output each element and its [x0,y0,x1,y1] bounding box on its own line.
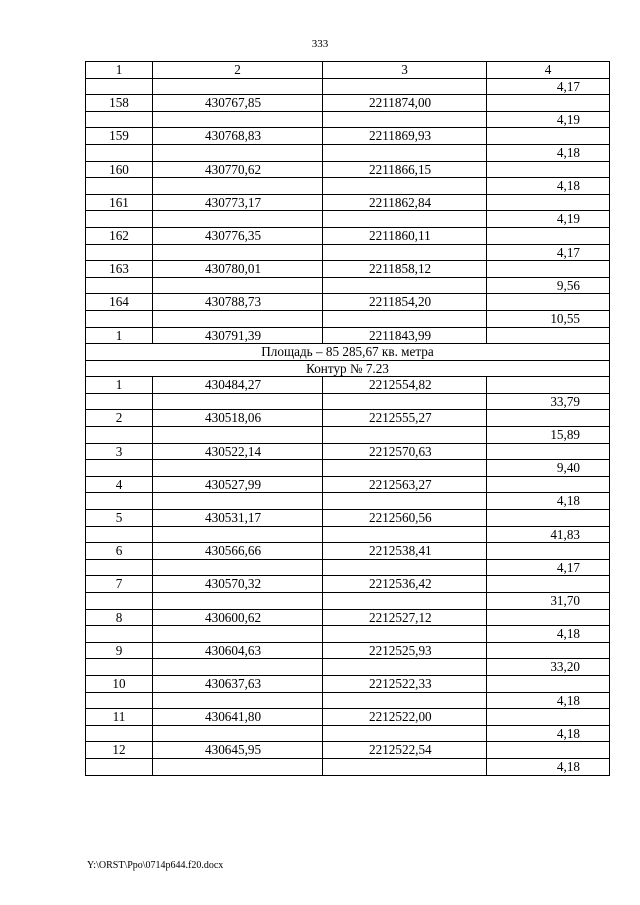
distance-cell: 4,18 [487,725,610,742]
x-coordinate-cell [153,725,323,742]
point-number-cell [86,144,153,161]
distance-cell [487,510,610,527]
distance-row [86,244,610,261]
distance-cell: 10,55 [487,310,610,327]
y-coordinate-cell [323,593,487,610]
distance-cell [487,675,610,692]
y-coordinate-cell [323,277,487,294]
x-coordinate-cell: 430791,39 [153,327,323,344]
point-number-cell [86,178,153,195]
distance-row [86,277,610,294]
x-coordinate-cell [153,559,323,576]
distance-row [86,211,610,228]
point-number-cell [86,659,153,676]
y-coordinate-cell: 2212538,41 [323,543,487,560]
x-coordinate-cell: 430570,32 [153,576,323,593]
point-number-cell: 3 [86,443,153,460]
y-coordinate-cell [323,526,487,543]
distance-row [86,526,610,543]
column-header-3: 3 [323,62,487,79]
distance-cell: 15,89 [487,427,610,444]
point-row [86,161,610,178]
distance-cell [487,609,610,626]
point-number-cell: 12 [86,742,153,759]
point-number-cell: 4 [86,476,153,493]
y-coordinate-cell: 2212525,93 [323,642,487,659]
x-coordinate-cell: 430518,06 [153,410,323,427]
distance-cell [487,543,610,560]
point-row [86,294,610,311]
point-row [86,443,610,460]
y-coordinate-cell [323,493,487,510]
x-coordinate-cell [153,178,323,195]
y-coordinate-cell [323,244,487,261]
x-coordinate-cell: 430780,01 [153,261,323,278]
y-coordinate-cell [323,659,487,676]
coordinates-table [85,61,610,776]
y-coordinate-cell: 2212570,63 [323,443,487,460]
x-coordinate-cell [153,111,323,128]
page-number: 333 [311,38,329,50]
point-row [86,642,610,659]
point-number-cell [86,427,153,444]
x-coordinate-cell: 430484,27 [153,377,323,394]
distance-cell: 33,20 [487,659,610,676]
point-number-cell [86,725,153,742]
y-coordinate-cell [323,78,487,95]
point-row [86,510,610,527]
y-coordinate-cell [323,559,487,576]
y-coordinate-cell: 2211843,99 [323,327,487,344]
column-header-2: 2 [153,62,323,79]
distance-cell: 9,56 [487,277,610,294]
point-number-cell [86,211,153,228]
point-row [86,128,610,145]
point-number-cell [86,493,153,510]
point-number-cell [86,758,153,775]
point-number-cell: 11 [86,709,153,726]
x-coordinate-cell: 430770,62 [153,161,323,178]
y-coordinate-cell [323,310,487,327]
point-row [86,476,610,493]
distance-cell: 4,17 [487,244,610,261]
y-coordinate-cell [323,758,487,775]
distance-row [86,626,610,643]
y-coordinate-cell [323,626,487,643]
distance-row [86,78,610,95]
distance-row [86,725,610,742]
point-number-cell: 10 [86,675,153,692]
point-number-cell: 1 [86,327,153,344]
point-row [86,95,610,112]
y-coordinate-cell [323,460,487,477]
x-coordinate-cell: 430637,63 [153,675,323,692]
x-coordinate-cell [153,78,323,95]
point-number-cell: 9 [86,642,153,659]
distance-cell [487,128,610,145]
point-row [86,543,610,560]
column-header-4: 4 [487,62,610,79]
point-number-cell [86,244,153,261]
distance-cell [487,95,610,112]
y-coordinate-cell: 2211858,12 [323,261,487,278]
point-number-cell: 5 [86,510,153,527]
distance-cell: 4,19 [487,211,610,228]
column-header-1: 1 [86,62,153,79]
point-number-cell [86,626,153,643]
point-row [86,194,610,211]
file-path-footer: Y:\ORST\Ppo\0714p644.f20.docx [87,860,224,871]
x-coordinate-cell [153,593,323,610]
y-coordinate-cell: 2211866,15 [323,161,487,178]
section-row [86,360,610,377]
distance-cell [487,742,610,759]
y-coordinate-cell [323,427,487,444]
x-coordinate-cell [153,758,323,775]
x-coordinate-cell [153,526,323,543]
x-coordinate-cell [153,659,323,676]
point-number-cell [86,277,153,294]
distance-row [86,427,610,444]
point-number-cell: 164 [86,294,153,311]
distance-cell [487,709,610,726]
x-coordinate-cell: 430776,35 [153,227,323,244]
distance-row [86,493,610,510]
point-number-cell: 7 [86,576,153,593]
y-coordinate-cell: 2211860,11 [323,227,487,244]
distance-row [86,559,610,576]
y-coordinate-cell: 2212522,54 [323,742,487,759]
point-row [86,675,610,692]
distance-cell: 4,19 [487,111,610,128]
y-coordinate-cell [323,144,487,161]
y-coordinate-cell: 2211874,00 [323,95,487,112]
y-coordinate-cell [323,111,487,128]
x-coordinate-cell [153,310,323,327]
point-row [86,261,610,278]
distance-row [86,659,610,676]
x-coordinate-cell: 430645,95 [153,742,323,759]
distance-cell [487,194,610,211]
y-coordinate-cell [323,692,487,709]
distance-cell [487,576,610,593]
point-number-cell [86,593,153,610]
y-coordinate-cell: 2212563,27 [323,476,487,493]
distance-cell [487,161,610,178]
x-coordinate-cell [153,692,323,709]
y-coordinate-cell: 2212522,00 [323,709,487,726]
point-row [86,742,610,759]
table-header-row [86,62,610,79]
distance-cell: 4,18 [487,144,610,161]
distance-cell: 4,17 [487,559,610,576]
point-number-cell: 6 [86,543,153,560]
y-coordinate-cell: 2212522,33 [323,675,487,692]
point-number-cell [86,393,153,410]
y-coordinate-cell: 2211862,84 [323,194,487,211]
point-number-cell [86,460,153,477]
x-coordinate-cell [153,493,323,510]
distance-row [86,593,610,610]
x-coordinate-cell: 430522,14 [153,443,323,460]
point-row [86,709,610,726]
distance-cell [487,377,610,394]
y-coordinate-cell [323,393,487,410]
distance-cell: 31,70 [487,593,610,610]
distance-cell: 4,17 [487,78,610,95]
x-coordinate-cell: 430600,62 [153,609,323,626]
y-coordinate-cell: 2211869,93 [323,128,487,145]
distance-cell [487,476,610,493]
x-coordinate-cell: 430604,63 [153,642,323,659]
y-coordinate-cell: 2212554,82 [323,377,487,394]
point-number-cell [86,559,153,576]
x-coordinate-cell: 430566,66 [153,543,323,560]
y-coordinate-cell [323,178,487,195]
x-coordinate-cell: 430788,73 [153,294,323,311]
distance-cell: 4,18 [487,692,610,709]
distance-cell [487,410,610,427]
distance-row [86,310,610,327]
x-coordinate-cell: 430767,85 [153,95,323,112]
distance-row [86,111,610,128]
point-row [86,327,610,344]
section-row [86,344,610,361]
point-number-cell [86,310,153,327]
distance-row [86,758,610,775]
distance-row [86,178,610,195]
distance-row [86,393,610,410]
x-coordinate-cell [153,277,323,294]
distance-cell [487,261,610,278]
distance-cell: 4,18 [487,493,610,510]
distance-cell: 4,18 [487,758,610,775]
x-coordinate-cell: 430531,17 [153,510,323,527]
point-number-cell: 159 [86,128,153,145]
point-row [86,227,610,244]
y-coordinate-cell: 2212560,56 [323,510,487,527]
y-coordinate-cell [323,725,487,742]
point-row [86,410,610,427]
point-number-cell: 8 [86,609,153,626]
point-number-cell: 163 [86,261,153,278]
distance-cell: 9,40 [487,460,610,477]
distance-cell: 4,18 [487,178,610,195]
point-row [86,377,610,394]
distance-cell [487,327,610,344]
distance-row [86,692,610,709]
x-coordinate-cell [153,460,323,477]
distance-cell: 41,83 [487,526,610,543]
point-number-cell: 158 [86,95,153,112]
x-coordinate-cell: 430773,17 [153,194,323,211]
x-coordinate-cell: 430768,83 [153,128,323,145]
x-coordinate-cell: 430641,80 [153,709,323,726]
point-number-cell: 162 [86,227,153,244]
x-coordinate-cell [153,393,323,410]
distance-cell: 4,18 [487,626,610,643]
point-row [86,609,610,626]
distance-cell: 33,79 [487,393,610,410]
x-coordinate-cell [153,144,323,161]
point-number-cell [86,78,153,95]
point-number-cell: 1 [86,377,153,394]
x-coordinate-cell [153,626,323,643]
section-caption: Контур № 7.23 [86,360,610,377]
x-coordinate-cell [153,211,323,228]
point-row [86,576,610,593]
y-coordinate-cell: 2212555,27 [323,410,487,427]
x-coordinate-cell [153,427,323,444]
point-number-cell [86,111,153,128]
distance-cell [487,227,610,244]
distance-cell [487,443,610,460]
point-number-cell: 160 [86,161,153,178]
y-coordinate-cell: 2212527,12 [323,609,487,626]
y-coordinate-cell: 2212536,42 [323,576,487,593]
x-coordinate-cell: 430527,99 [153,476,323,493]
point-number-cell [86,692,153,709]
x-coordinate-cell [153,244,323,261]
distance-row [86,144,610,161]
section-caption: Площадь – 85 285,67 кв. метра [86,344,610,361]
point-number-cell [86,526,153,543]
distance-cell [487,294,610,311]
y-coordinate-cell: 2211854,20 [323,294,487,311]
point-number-cell: 161 [86,194,153,211]
distance-row [86,460,610,477]
point-number-cell: 2 [86,410,153,427]
distance-cell [487,642,610,659]
y-coordinate-cell [323,211,487,228]
